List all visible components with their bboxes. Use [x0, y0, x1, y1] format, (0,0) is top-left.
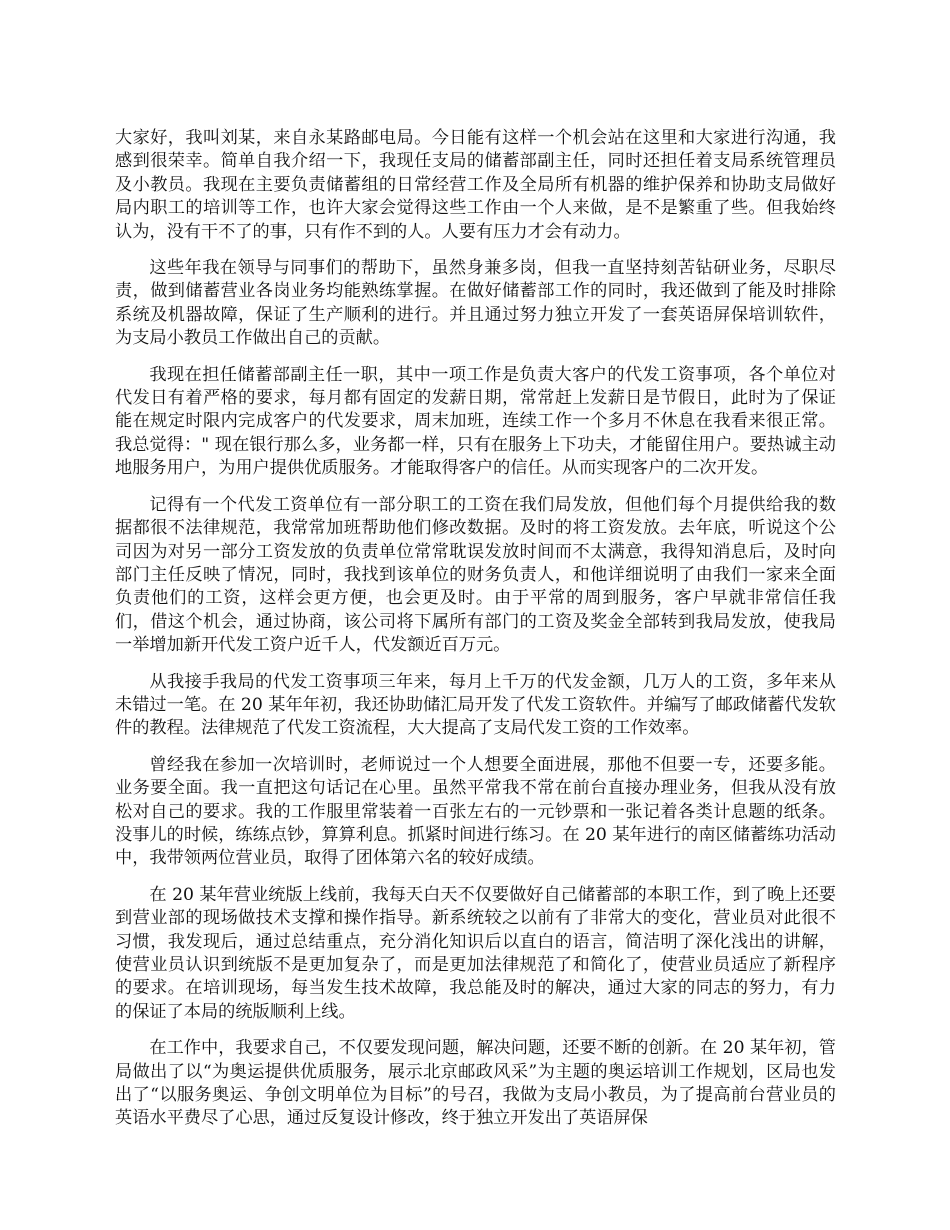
paragraph-6: 曾经我在参加一次培训时，老师说过一个人想要全面进展，那他不但要一专，还要多能。业务要全面。我一直把这句话记在心里。虽然平常我不常在前台直接办理业务，但我从没有放松对自己的要求。我的工作服里常装着一百张左右的一元钞票和一张记着各类计息题的纸条。没事儿的时候，练练点钞，算算利息。抓紧时间进行练习。在 20 某年进行的南区储蓄练功活动中，我带领两位营业员，取得了团体第六名的较好成绩。 [115, 754, 836, 869]
paragraph-5: 从我接手我局的代发工资事项三年来，每月上千万的代发金额，几万人的工资，多年来从未错过一笔。在 20 某年年初，我还协助储汇局开发了代发工资软件。并编写了邮政储蓄代发软件的教程。法律规范了代发工资流程，大大提高了支局代发工资的工作效率。 [115, 671, 836, 739]
paragraph-3: 我现在担任储蓄部副主任一职，其中一项工作是负责大客户的代发工资事项，各个单位对代发日有着严格的要求，每月都有固定的发薪日期，常常赶上发薪日是节假日，此时为了保证能在规定时限内完成客户的代发要求，周末加班，连续工作一个多月不休息在我看来很正常。我总觉得：" 现在银行那么多，业务都一样，只有在服务上下功夫，才能留住用户。要热诚主动地服务用户，为用户提供优质服务。才能取得客户的信任。从而实现客户的二次开发。 [115, 364, 836, 479]
paragraph-8: 在工作中，我要求自己，不仅要发现问题，解决问题，还要不断的创新。在 20 某年初，管局做出了以“为奥运提供优质服务，展示北京邮政风采”为主题的奥运培训工作规划，区局也发出了“以服务奥运、争创文明单位为目标”的号召，我做为支局小教员，为了提高前台营业员的英语水平费尽了心思，通过反复设计修改，终于独立开发出了英语屏保 [115, 1038, 836, 1129]
paragraph-7: 在 20 某年营业统版上线前，我每天白天不仅要做好自己储蓄部的本职工作，到了晚上还要到营业部的现场做技术支撑和操作指导。新系统较之以前有了非常大的变化，营业员对此很不习惯，我发现后，通过总结重点，充分消化知识后以直白的语言，简洁明了深化浅出的讲解，使营业员认识到统版不是更加复杂了，而是更加法律规范了和简化了，使营业员适应了新程序的要求。在培训现场，每当发生技术故障，我总能及时的解决，通过大家的同志的努力，有力的保证了本局的统版顺利上线。 [115, 884, 836, 1022]
paragraph-2: 这些年我在领导与同事们的帮助下，虽然身兼多岗，但我一直坚持刻苦钻研业务，尽职尽责，做到储蓄营业各岗业务均能熟练掌握。在做好储蓄部工作的同时，我还做到了能及时排除系统及机器故障，保证了生产顺利的进行。并且通过努力独立开发了一套英语屏保培训软件，为支局小教员工作做出自己的贡献。 [115, 258, 836, 349]
paragraph-1: 大家好，我叫刘某，来自永某路邮电局。今日能有这样一个机会站在这里和大家进行沟通，我感到很荣幸。简单自我介绍一下，我现任支局的储蓄部副主任，同时还担任着支局系统管理员及小教员。我现在主要负责储蓄组的日常经营工作及全局所有机器的维护保养和协助支局做好局内职工的培训等工作，也许大家会觉得这些工作由一个人来做，是不是繁重了些。但我始终认为，没有干不了的事，只有作不到的人。人要有压力才会有动力。 [115, 128, 836, 242]
document-body [115, 127, 836, 1144]
paragraph-4: 记得有一个代发工资单位有一部分职工的工资在我们局发放，但他们每个月提供给我的数据都很不法律规范，我常常加班帮助他们修改数据。及时的将工资发放。去年底，听说这个公司因为对另一部分工资发放的负责单位常常耽误发放时间而不太满意，我得知消息后，及时向部门主任反映了情况，同时，我找到该单位的财务负责人，和他详细说明了由我们一家来全面负责他们的工资，这样会更方便，也会更及时。由于平常的周到服务，客户早就非常信任我们，借这个机会，通过协商，该公司将下属所有部门的工资及奖金全部转到我局发放，使我局一举增加新开代发工资户近千人，代发额近百万元。 [115, 494, 836, 656]
